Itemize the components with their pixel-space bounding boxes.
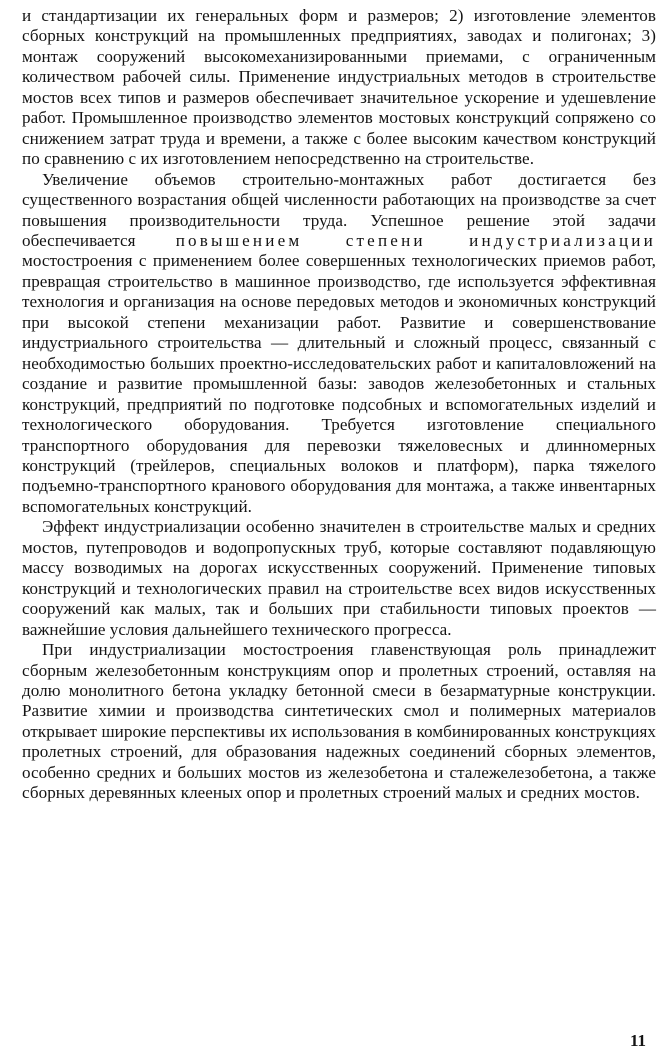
paragraph-4: При индустриализации мостостроения главенствующая роль принадлежит сборным железобетонным конструкциям опор и пролетных строений, оставляя на долю монолитного бетона укладку бетонной смеси в безарматурные конструкции. Развитие химии и производства синтетических смол и полимерных материалов открывает широкие перспективы их использования в комбинированных конструкциях пролетных строений, для образования надежных соединений сборных элементов, особенно средних и больших мостов из железобетона и сталежелезобетона, а также сборных деревянных клееных опор и пролетных строений малых и средних мостов. xyxy=(22,640,656,803)
paragraph-3: Эффект индустриализации особенно значителен в строительстве малых и средних мостов, путепроводов и водопропускных труб, которые составляют подавляющую массу возводимых на дорогах искусственных сооружений. Применение типовых конструкций и технологических правил на строительстве всех видов искусственных сооружений как малых, так и больших при стабильности типовых проектов — важнейшие условия дальнейшего технического прогресса. xyxy=(22,517,656,639)
paragraph-2-text-after: мостостроения с применением более совершенных технологических приемов работ, превращая строительство в машинное производство, где используется эффективная технология и организация на основе передовых методов и экономичных конструкций при высокой степени механизации работ. Развитие и совершенствование индустриального строительства — длительный и сложный процесс, связанный с необходимостью больших проектно-исследовательских работ и капиталовложений на создание и развитие промышленной базы: заводов железобетонных и стальных конструкций, предприятий по подготовке подсобных и вспомогательных изделий и технологического оборудования. Требуется изготовление специального транспортного оборудования для перевозки тяжеловесных и длинномерных конструкций (трейлеров, специальных волоков и платформ), парка тяжелого подъемно-транспортного кранового оборудования для монтажа, а также инвентарных вспомогательных конструкций. xyxy=(22,251,656,516)
paragraph-2 xyxy=(22,170,656,518)
paragraph-2-emphasis: повышением степени индустриализации xyxy=(175,230,656,250)
page-number: 11 xyxy=(629,1031,646,1050)
paragraph-1: и стандартизации их генеральных форм и размеров; 2) изготовление элементов сборных конструкций на промышленных предприятиях, заводах и полигонах; 3) монтаж сооружений высокомеханизированными приемами, с ограниченным количеством рабочей силы. Применение индустриальных методов в строительстве мостов всех типов и размеров обеспечивает значительное ускорение и удешевление работ. Промышленное производство элементов мостовых конструкций сопряжено со снижением затрат труда и времени, а также с более высоким качеством конструкций по сравнению с их изготовлением непосредственно на строительстве. xyxy=(22,6,656,169)
paragraph-2-text-before: Увеличение объемов строительно-монтажных работ достигается без существенного возрастания общей численности работающих на производстве за счет повышения производительности труда. Успешное решение этой задачи обеспечивается xyxy=(22,169,656,250)
document-page xyxy=(22,6,656,804)
